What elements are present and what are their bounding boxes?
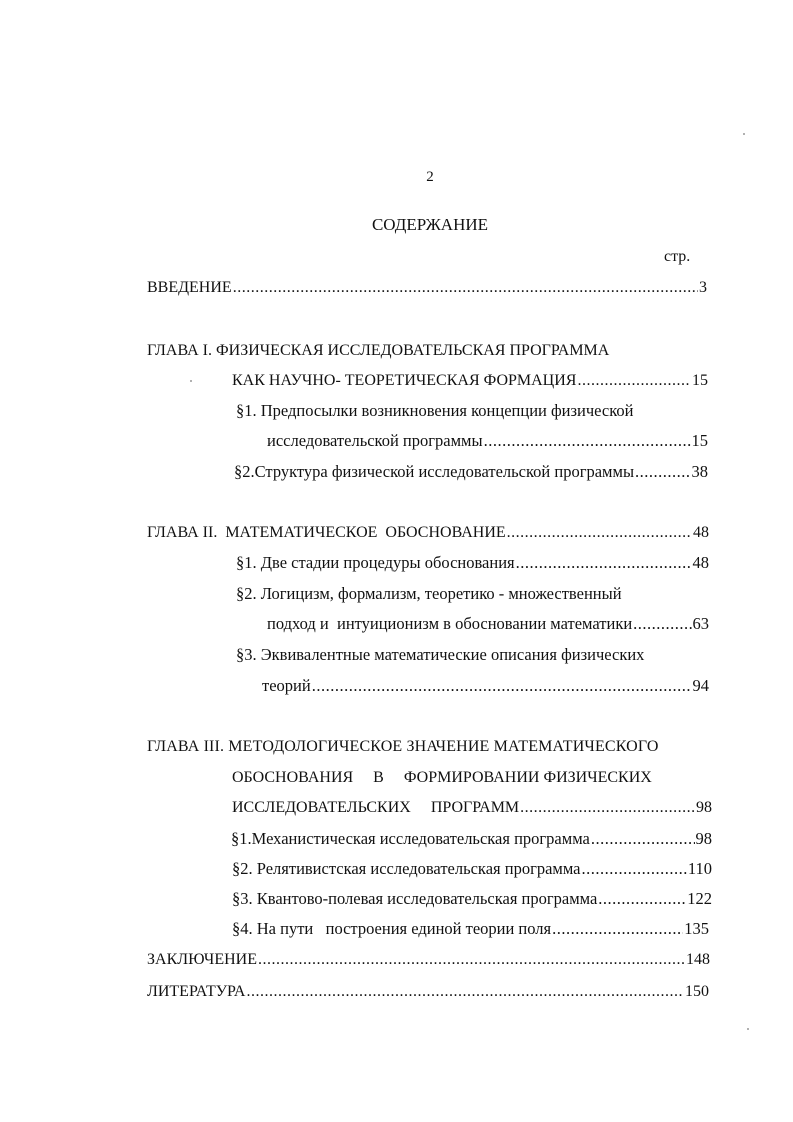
toc-entry-label: §1. Две стадии процедуры обоснования xyxy=(236,553,515,572)
toc-entry-label: ИССЛЕДОВАТЕЛЬСКИХ ПРОГРАММ xyxy=(232,799,520,816)
toc-title: СОДЕРЖАНИЕ xyxy=(371,215,489,234)
toc-entry-page: 122 xyxy=(687,889,712,908)
toc-section-2-2-line2 xyxy=(267,613,709,635)
toc-chapter-3-line1: ГЛАВА III. МЕТОДОЛОГИЧЕСКОЕ ЗНАЧЕНИЕ МАТЕМАТИЧЕСКОГО xyxy=(147,738,659,755)
toc-entry-label: ЛИТЕРАТУРА xyxy=(147,983,246,1000)
toc-section-1-1-line2 xyxy=(267,430,708,452)
toc-entry-conclusion xyxy=(147,949,710,971)
toc-chapter-3-line2: ОБОСНОВАНИЯ В ФОРМИРОВАНИИ ФИЗИЧЕСКИХ xyxy=(232,769,652,786)
toc-entry-page: 15 xyxy=(691,431,708,450)
leader-dots xyxy=(246,981,684,1003)
toc-chapter-1-line1: ГЛАВА I. ФИЗИЧЕСКАЯ ИССЛЕДОВАТЕЛЬСКАЯ ПРОГРАММА xyxy=(147,342,610,359)
toc-entry-page: 63 xyxy=(692,614,709,633)
toc-entry-label: теорий xyxy=(262,676,311,695)
toc-entry-page: 94 xyxy=(692,676,709,695)
leader-dots xyxy=(484,430,691,452)
toc-entry-intro xyxy=(147,277,707,299)
toc-entry-label: ЗАКЛЮЧЕНИЕ xyxy=(147,951,257,968)
toc-entry-label: §2.Структура физической исследовательской программы xyxy=(234,462,635,481)
scan-speck xyxy=(747,1028,749,1030)
toc-entry-page: 98 xyxy=(696,799,712,816)
leader-dots xyxy=(507,522,692,544)
toc-entry-page: 148 xyxy=(686,951,710,968)
leader-dots xyxy=(598,888,686,910)
toc-entry-page: 110 xyxy=(687,859,712,878)
toc-entry-label: ВВЕДЕНИЕ xyxy=(147,279,232,296)
toc-section-1-1-line1: §1. Предпосылки возникновения концепции физической xyxy=(236,401,634,420)
leader-dots xyxy=(233,277,698,299)
toc-entry-label: §4. На пути построения единой теории поля xyxy=(232,919,552,938)
toc-entry-label: §1.Механистическая исследовательская программа xyxy=(231,829,590,848)
toc-entry-label: КАК НАУЧНО- ТЕОРЕТИЧЕСКАЯ ФОРМАЦИЯ xyxy=(232,372,577,389)
toc-section-3-4 xyxy=(232,918,709,940)
toc-entry-literature xyxy=(147,981,709,1003)
toc-section-2-3-line2 xyxy=(262,675,709,697)
leader-dots xyxy=(635,461,690,483)
toc-entry-page: 48 xyxy=(692,553,709,572)
toc-section-3-2 xyxy=(232,858,712,880)
leader-dots xyxy=(633,613,691,635)
toc-section-2-2-line1: §2. Логицизм, формализм, теоретико - множественный xyxy=(236,584,622,603)
toc-entry-page: 38 xyxy=(691,462,708,481)
toc-entry-label: подход и интуиционизм в обосновании математики xyxy=(267,614,633,633)
scan-speck xyxy=(743,133,745,135)
toc-section-2-3-line1: §3. Эквивалентные математические описания физических xyxy=(236,645,645,664)
leader-dots xyxy=(520,797,695,819)
toc-entry-page: 15 xyxy=(692,372,708,389)
toc-section-3-1 xyxy=(231,828,712,850)
toc-entry-label: §3. Квантово-полевая исследовательская программа xyxy=(232,889,598,908)
toc-chapter-1-line2 xyxy=(232,370,708,392)
toc-section-2-1 xyxy=(236,552,709,574)
page-number: 2 xyxy=(426,169,434,185)
toc-entry-label: исследовательской программы xyxy=(267,431,483,450)
leader-dots xyxy=(577,370,691,392)
toc-chapter-2 xyxy=(147,522,709,544)
toc-section-3-3 xyxy=(232,888,712,910)
toc-entry-page: 98 xyxy=(695,829,712,848)
toc-entry-label: ГЛАВА II. МАТЕМАТИЧЕСКОЕ ОБОСНОВАНИЕ xyxy=(147,524,506,541)
scan-speck xyxy=(190,380,192,382)
leader-dots xyxy=(591,828,695,850)
page-column-header: стр. xyxy=(664,248,691,265)
leader-dots xyxy=(516,552,692,574)
toc-entry-page: 3 xyxy=(699,279,707,296)
leader-dots xyxy=(258,949,685,971)
leader-dots xyxy=(552,918,683,940)
leader-dots xyxy=(582,858,687,880)
toc-chapter-3-line3 xyxy=(232,797,712,819)
toc-entry-label: §2. Релятивистская исследовательская программа xyxy=(232,859,581,878)
toc-entry-page: 150 xyxy=(685,983,709,1000)
leader-dots xyxy=(312,675,692,697)
toc-section-1-2 xyxy=(234,461,708,483)
toc-entry-page: 135 xyxy=(684,919,709,938)
toc-entry-page: 48 xyxy=(693,524,709,541)
